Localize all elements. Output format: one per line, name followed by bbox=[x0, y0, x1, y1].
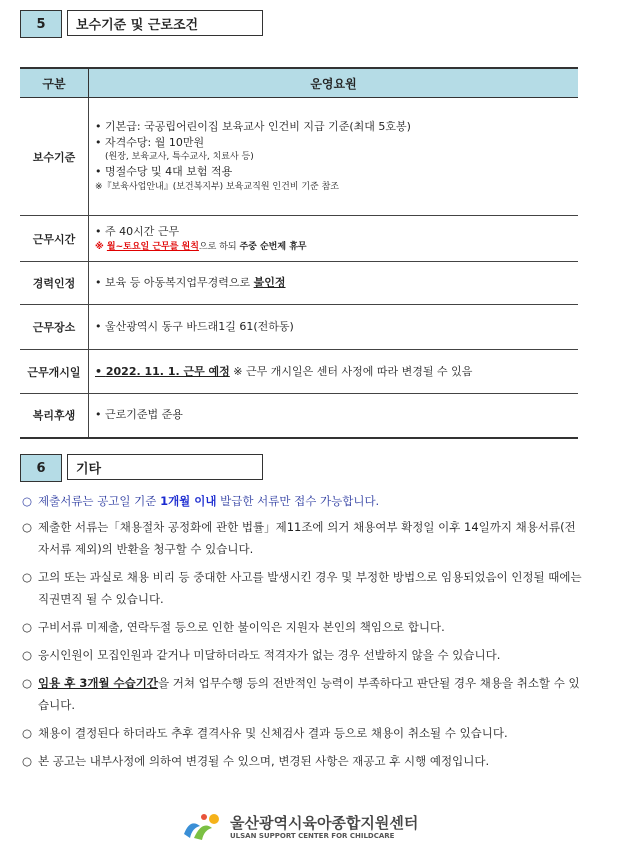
bullet-circle-icon: ○ bbox=[22, 754, 33, 768]
table-row bbox=[20, 262, 578, 305]
list-item bbox=[22, 566, 582, 610]
list-item-text: 응시인원이 모집인원과 같거나 미달하더라도 적격자가 없는 경우 선발하지 않을 수 있습니다. bbox=[38, 648, 501, 662]
list-item-text bbox=[38, 672, 582, 716]
row-value bbox=[89, 394, 579, 438]
start-date-note: ※ 근무 개시일은 센터 사정에 따라 변경될 수 있음 bbox=[229, 364, 473, 378]
list-item: • 주 40시간 근무 bbox=[95, 224, 577, 240]
table-row bbox=[20, 216, 578, 262]
row-value bbox=[89, 262, 579, 305]
list-item bbox=[22, 750, 582, 772]
list-item-text: 채용이 결정된다 하더라도 추후 결격사유 및 신체검사 결과 등으로 채용이 취소될 수 있습니다. bbox=[38, 726, 508, 740]
row-label: 복리후생 bbox=[20, 394, 89, 438]
list-item-text: 본 공고는 내부사정에 의하여 변경될 수 있으며, 변경된 사항은 재공고 후 시행 예정입니다. bbox=[38, 754, 490, 768]
text-bold: 임용 후 3개월 수습기간 bbox=[38, 676, 158, 690]
reference-note: ※『보육사업안내』(보건복지부) 보육교직원 인건비 기준 참조 bbox=[95, 182, 339, 192]
bullet-circle-icon: ○ bbox=[22, 570, 33, 584]
table-row bbox=[20, 394, 578, 438]
note-mark: ※ bbox=[95, 241, 107, 252]
bullet-circle-icon: ○ bbox=[22, 620, 33, 634]
note-emphasis: 월~토요일 근무를 원칙 bbox=[106, 241, 199, 252]
text-part: 제출서류는 공고일 기준 bbox=[38, 494, 161, 508]
logo-text bbox=[230, 814, 418, 841]
work-hours-note bbox=[95, 240, 577, 254]
list-item-text: 제출한 서류는「채용절차 공정화에 관한 법률」제11조에 의거 채용여부 확정일 이후 14일까지 채용서류(전자서류 제외)의 반환을 청구할 수 있습니다. bbox=[38, 520, 576, 556]
bullet-circle-icon: ○ bbox=[22, 648, 33, 662]
start-date: • 2022. 11. 1. 근무 예정 bbox=[95, 365, 230, 378]
section-number: 6 bbox=[20, 454, 62, 482]
bullet-circle-icon: ○ bbox=[22, 520, 33, 534]
note-text: 으로 하되 bbox=[198, 241, 240, 252]
row-value bbox=[89, 98, 579, 216]
sub-note: (원장, 보육교사, 특수교사, 치료사 등) bbox=[105, 152, 254, 162]
list-item: • 보육 등 아동복지업무경력으로 bbox=[95, 276, 254, 289]
list-item bbox=[22, 672, 582, 716]
logo-english-name: ULSAN SUPPORT CENTER FOR CHILDCARE bbox=[230, 831, 395, 840]
list-item-text: 구비서류 미제출, 연락두절 등으로 인한 불이익은 지원자 본인의 책임으로 합니다. bbox=[38, 620, 445, 634]
list-item-text: 고의 또는 과실로 채용 비리 등 중대한 사고를 발생시킨 경우 및 부정한 방법으로 임용되었음이 인정될 때에는 직권면직 될 수 있습니다. bbox=[38, 570, 582, 606]
center-logo-icon bbox=[180, 810, 224, 844]
table-header-row bbox=[20, 68, 578, 98]
list-item-text bbox=[38, 490, 582, 512]
row-value bbox=[89, 216, 579, 262]
table-row bbox=[20, 350, 578, 394]
text-part: 발급한 서류만 접수 가능합니다. bbox=[216, 494, 380, 508]
list-item bbox=[22, 516, 582, 560]
note-bold: 주중 순번제 휴무 bbox=[239, 241, 307, 252]
row-value bbox=[89, 350, 579, 394]
list-item: • 자격수당: 월 10만원 bbox=[95, 135, 577, 151]
row-label: 근무장소 bbox=[20, 305, 89, 350]
center-logo bbox=[180, 808, 430, 846]
table-row bbox=[20, 305, 578, 350]
section-title: 보수기준 및 근로조건 bbox=[67, 10, 263, 36]
section-number: 5 bbox=[20, 10, 62, 38]
section-5-header bbox=[20, 10, 263, 38]
bullet-circle-icon: ○ bbox=[22, 494, 33, 508]
notice-list bbox=[22, 490, 582, 772]
text-part: 을 거쳐 업무수행 등의 전반적인 능력이 부족하다고 판단될 경우 채용을 취소할 수 있습니다. bbox=[38, 676, 580, 712]
row-label: 보수기준 bbox=[20, 98, 89, 216]
table-row bbox=[20, 98, 578, 216]
list-item: • 명절수당 및 4대 보험 적용 bbox=[95, 164, 577, 180]
emphasis-text: 불인정 bbox=[253, 276, 286, 289]
row-value bbox=[89, 305, 579, 350]
logo-korean-name: 울산광역시육아종합지원센터 bbox=[230, 813, 419, 832]
list-item bbox=[22, 490, 582, 512]
row-label: 경력인정 bbox=[20, 262, 89, 305]
bullet-circle-icon: ○ bbox=[22, 676, 33, 690]
section-6-header bbox=[20, 454, 263, 482]
conditions-table bbox=[20, 67, 578, 439]
column-header-staff: 운영요원 bbox=[89, 68, 579, 98]
list-item: • 울산광역시 동구 바드래1길 61(전하동) bbox=[95, 320, 294, 333]
list-item: • 근로기준법 준용 bbox=[95, 408, 183, 421]
section-title: 기타 bbox=[67, 454, 263, 480]
list-item: • 기본급: 국공립어린이집 보육교사 인건비 지급 기준(최대 5호봉) bbox=[95, 119, 577, 135]
text-bold: 1개월 이내 bbox=[160, 494, 217, 508]
row-label: 근무개시일 bbox=[20, 350, 89, 394]
column-header-category: 구분 bbox=[20, 68, 89, 98]
list-item bbox=[22, 644, 582, 666]
row-label: 근무시간 bbox=[20, 216, 89, 262]
list-item bbox=[22, 722, 582, 744]
bullet-circle-icon: ○ bbox=[22, 726, 33, 740]
list-item bbox=[22, 616, 582, 638]
